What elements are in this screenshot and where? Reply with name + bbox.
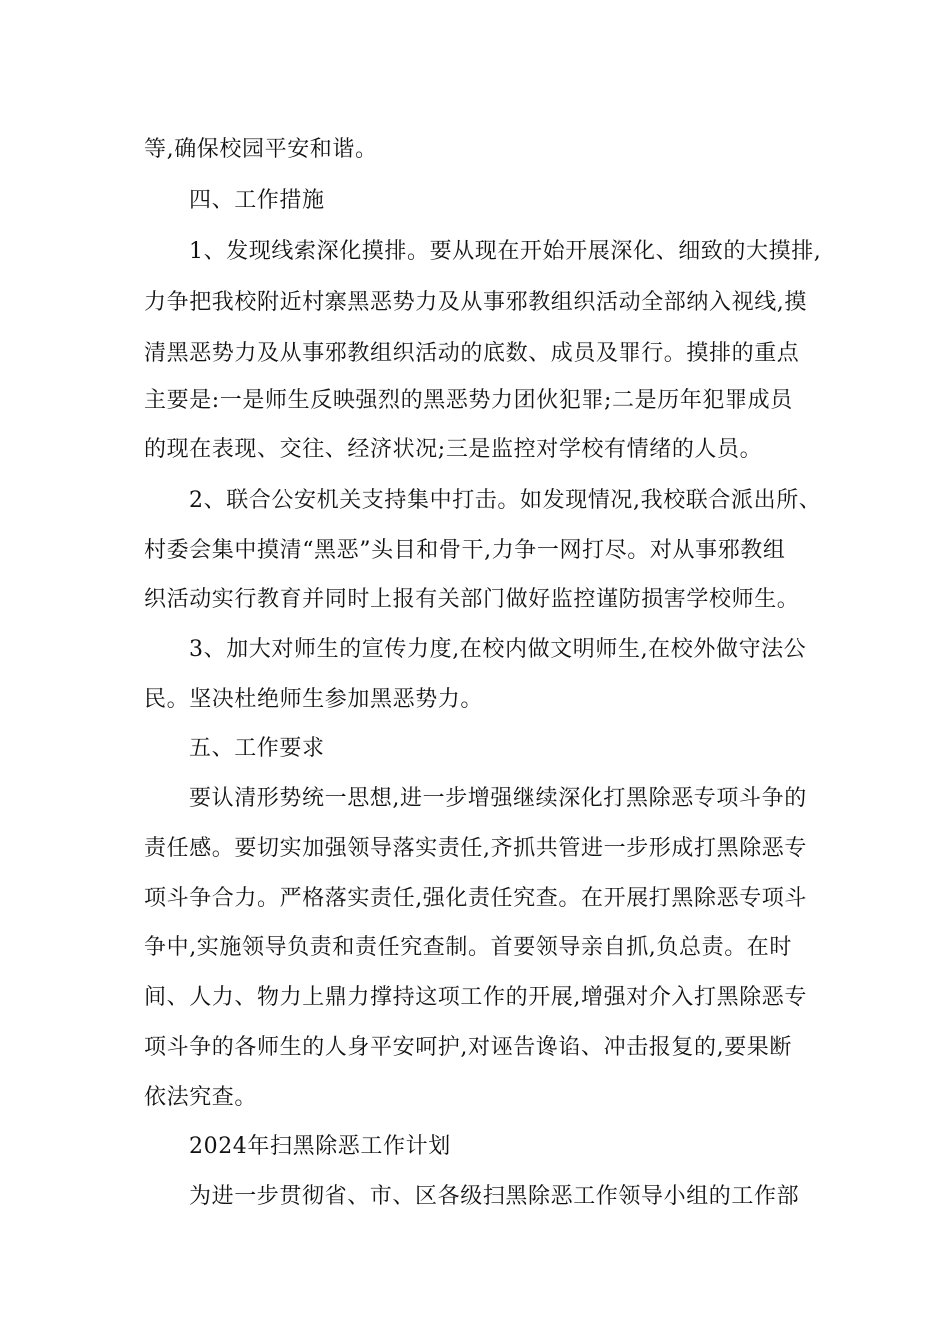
text-line: 责任感。要切实加强领导落实责任,齐抓共管进一步形成打黑除恶专	[144, 836, 807, 861]
text-line: 要认清形势统一思想,进一步增强继续深化打黑除恶专项斗争的	[189, 786, 807, 811]
text-line: 清黑恶势力及从事邪教组织活动的底数、成员及罪行。摸排的重点	[144, 341, 800, 366]
text-line: 间、人力、物力上鼎力撑持这项工作的开展,增强对介入打黑除恶专	[144, 985, 807, 1010]
text-line: 争中,实施领导负责和责任究查制。首要领导亲自抓,负总责。在时	[144, 935, 792, 960]
text-line: 等,确保校园平安和谐。	[144, 137, 378, 162]
text-line: 民。坚决杜绝师生参加黑恶势力。	[144, 687, 484, 712]
text-line: 为进一步贯彻省、市、区各级扫黑除恶工作领导小组的工作部	[189, 1184, 800, 1209]
document-title: 2024年扫黑除恶工作计划	[189, 1134, 451, 1159]
text-line: 1、发现线索深化摸排。要从现在开始开展深化、细致的大摸排,	[189, 239, 822, 264]
section-heading: 五、工作要求	[189, 736, 325, 761]
text-line: 力争把我校附近村寨黑恶势力及从事邪教组织活动全部纳入视线,摸	[144, 290, 807, 315]
text-line: 依法究查。	[144, 1085, 258, 1110]
text-line: 村委会集中摸清“黑恶”头目和骨干,力争一网打尽。对从事邪教组	[144, 538, 786, 563]
text-line: 主要是:一是师生反映强烈的黑恶势力团伙犯罪;二是历年犯罪成员	[144, 388, 793, 413]
section-heading: 四、工作措施	[189, 188, 325, 213]
text-line: 的现在表现、交往、经济状况;三是监控对学校有情绪的人员。	[144, 437, 763, 462]
text-line: 3、加大对师生的宣传力度,在校内做文明师生,在校外做守法公	[189, 637, 807, 662]
text-line: 2、联合公安机关支持集中打击。如发现情况,我校联合派出所、	[189, 488, 822, 513]
text-line: 织活动实行教育并同时上报有关部门做好监控谨防损害学校师生。	[144, 587, 800, 612]
text-line: 项斗争合力。严格落实责任,强化责任究查。在开展打黑除恶专项斗	[144, 886, 807, 911]
text-line: 项斗争的各师生的人身平安呵护,对诬告谗谄、冲击报复的,要果断	[144, 1035, 792, 1060]
